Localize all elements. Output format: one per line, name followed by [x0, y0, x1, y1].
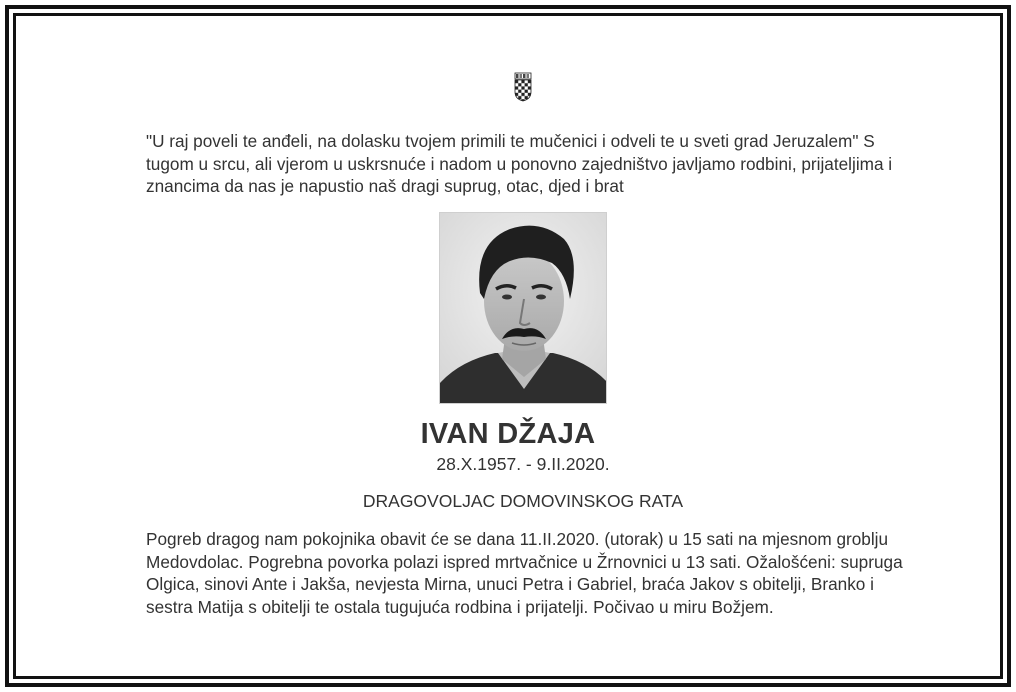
- rank-title: DRAGOVOLJAC DOMOVINSKOG RATA: [362, 491, 684, 511]
- life-dates: 28.X.1957. - 9.II.2020.: [436, 454, 610, 474]
- intro-text: "U raj poveli te anđeli, na dolasku tvojem primili te mučenici i odveli te u sveti grad Jeruzalem" S tugom u srcu, ali vjerom u uskrsnuće i nadom u ponovno zajedništvo javljamo rodbini, prijateljima i znancima da nas je napustio naš dragi suprug, otac, djed i brat: [146, 131, 893, 197]
- deceased-photo: [439, 212, 607, 404]
- croatian-coat-of-arms-icon: [513, 72, 533, 102]
- funeral-details-text: Pogreb dragog nam pokojnika obavit će se dana 11.II.2020. (utorak) u 15 sati na mjesnom groblju Medovdolac. Pogrebna povorka polazi ispred mrtvačnice u Žrnovnici u 13 sati. Ožalošćeni: supruga Olgica, sinovi Ante i Jakša, nevjesta Mirna, unuci Petra i Gabriel, braća Jakov s obitelji, Branko i sestra Matija s obitelji te ostala tugujuća rodbina i prijatelji. Počivao u miru Božjem.: [146, 529, 903, 617]
- deceased-name: IVAN DŽAJA: [420, 418, 596, 450]
